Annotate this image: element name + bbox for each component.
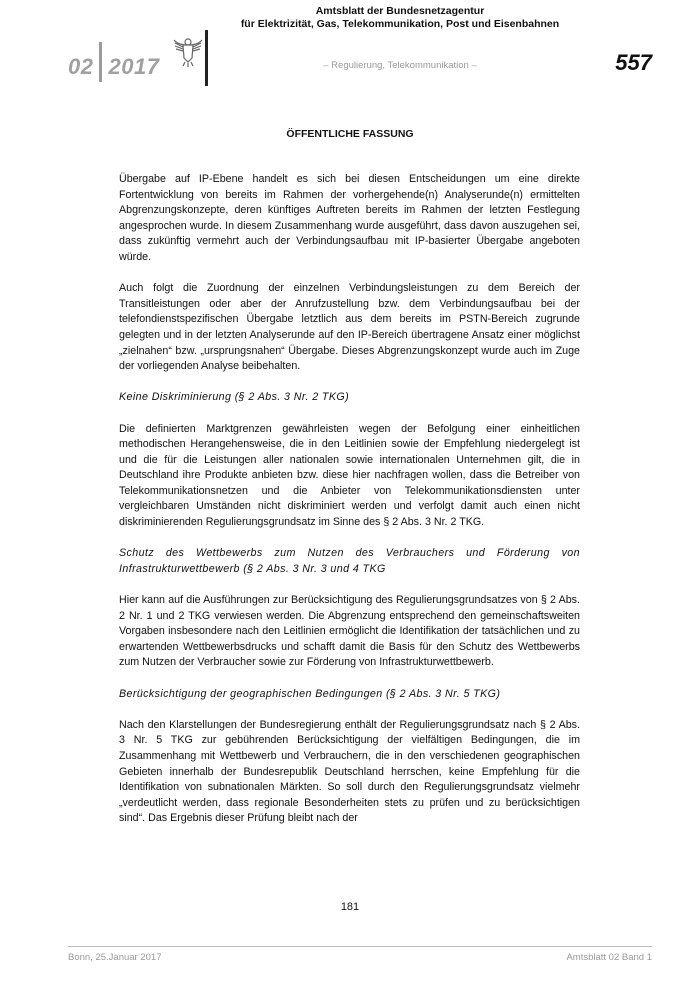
- gazette-title-line2: für Elektrizität, Gas, Telekommunikation, Post und Eisenbahnen: [240, 17, 560, 30]
- paragraph-1: Übergabe auf IP-Ebene handelt es sich bei diesen Entscheidungen um eine direkte Fortentwicklung von bereits im Rahmen der vorhergehende(n) Analyserunde(n) ermittelten Abgrenzungskonzepte, deren künftiges Auftreten bereits im Rahmen der letzten Festlegung angesprochen wurde. In diesem Zusammenhang wurde ausgeführt, dass davon auszugehen sei, dass zukünftig vermehrt auch der Verbindungsaufbau mit IP-basierter Übergabe angeboten würde.: [119, 173, 580, 263]
- paragraph-2: Auch folgt die Zuordnung der einzelnen Verbindungsleistungen zu dem Bereich der Transitleistungen oder aber der Anrufzustellung bzw. dem Verbindungsaufbau bei der telefondienstspezifischen Übergabe letztlich aus dem bereits im PSTN-Bereich zugrunde gelegten und in der letzten Analyserunde auf den IP-Bereich übertragene Ansatz einer möglichst „zielnahen“ bzw. „ursprungsnahen“ Übergabe. Dieses Abgrenzungskonzept wurde auch im Zuge der vorliegenden Analyse beibehalten.: [119, 282, 580, 373]
- footer-place-date: Bonn, 25.Januar 2017: [68, 952, 162, 963]
- page-number: 557: [615, 50, 652, 75]
- gazette-subtitle: – Regulierung, Telekommunikation –: [323, 60, 477, 71]
- issue-label: [68, 48, 159, 88]
- section-heading-2: Schutz des Wettbewerbs zum Nutzen des Verbrauchers und Förderung von Infrastrukturwettbewerb (§ 2 Abs. 3 Nr. 3 und 4 TKG: [119, 547, 580, 575]
- footer-divider: [68, 946, 652, 947]
- header-divider: [205, 30, 208, 86]
- federal-eagle-icon: [171, 34, 205, 68]
- document-heading: ÖFFENTLICHE FASSUNG: [286, 128, 414, 140]
- gazette-title-line1: Amtsblatt der Bundesnetzagentur: [315, 5, 485, 17]
- paragraph-3: Die definierten Marktgrenzen gewährleisten wegen der Befolgung einer einheitlichen methodischen Herangehensweise, die in den Leitlinien sowie der Empfehlung niedergelegt ist und die für die Leistungen aller nationalen sowie internationalen Unternehmen gilt, die in Deutschland ihre Produkte anbieten bzw. diese hier nachfragen wollen, dass die Betreiber von Telekommunikationsnetzen und die Anbieter von Telekommunikationsdiensten unter vergleichbaren Umständen nicht diskriminiert werden und verfolgt damit auch einen nicht diskriminierenden Regulierungsgrundsatz im Sinne des § 2 Abs. 3 Nr. 2 TKG.: [119, 422, 580, 529]
- section-heading-1: Keine Diskriminierung (§ 2 Abs. 3 Nr. 2 TKG): [119, 391, 350, 404]
- footer-issue-ref: Amtsblatt 02 Band 1: [566, 952, 652, 963]
- document-body: [119, 172, 580, 843]
- paragraph-5: Nach den Klarstellungen der Bundesregierung enthält der Regulierungsgrundsatz nach § 2 Abs. 3 Nr. 5 TKG zur gebührenden Berücksichtigung der vielfältigen Bedingungen, die im Zusammenhang mit Wettbewerb und Verbrauchern, die in den verschiedenen geographischen Gebieten innerhalb der Bundesrepublik Deutschland herrschen, keine Empfehlung für die Identifikation von subnationalen Märkten. So soll durch den Regulierungsgrundsatz vielmehr „verdeutlicht werden, dass regionale Besonderheiten stets zu prüfen und zu berücksichtigen sind“. Das Ergebnis dieser Prüfung bleibt nach der: [119, 718, 580, 825]
- document-page-number: 181: [340, 901, 360, 913]
- issue-number: 02: [68, 53, 94, 79]
- issue-separator: [99, 42, 102, 82]
- issue-year: 2017: [108, 53, 160, 79]
- paragraph-4: Hier kann auf die Ausführungen zur Berücksichtigung des Regulierungsgrundsatzes von § 2 Abs. 2 Nr. 1 und 2 TKG verwiesen werden. Die Abgrenzung entsprechend den gemeinschaftsweiten Vorgaben insbesondere nach den Leitlinien ermöglicht die Identifikation der tatsächlichen und zu erwartenden Wettbewerbsdrucks und schafft damit die Basis für den Schutz des Wettbewerbs zum Nutzen der Verbraucher sowie zur Förderung von Infrastrukturwettbewerb.: [119, 594, 580, 669]
- section-heading-3: Berücksichtigung der geographischen Bedingungen (§ 2 Abs. 3 Nr. 5 TKG): [119, 687, 501, 700]
- gazette-title: [230, 5, 570, 30]
